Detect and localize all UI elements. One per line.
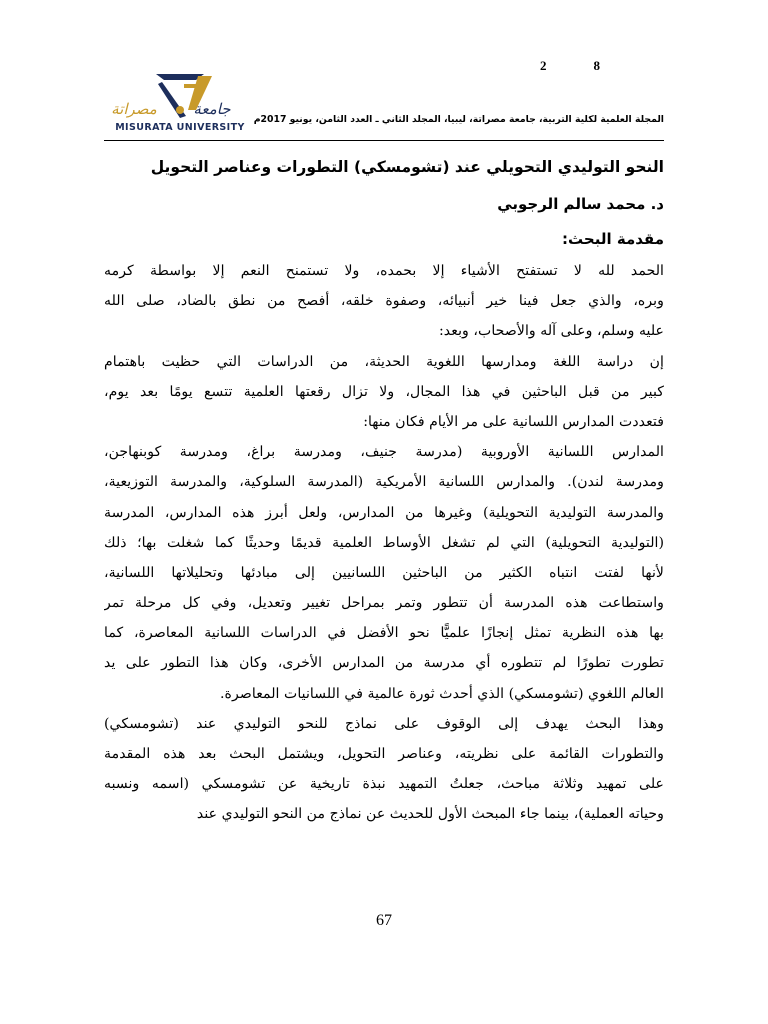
section-heading: مقدمة البحث: bbox=[562, 230, 664, 248]
issue-number bbox=[540, 58, 600, 76]
text-line: وهذا البحث يهدف إلى الوقوف على نماذج للنحو التوليدي عند (تشومسكي) bbox=[104, 715, 664, 732]
journal-header: المجلة العلمية لكلية التربية، جامعة مصراتة، ليبيا، المجلد الثاني ـ العدد الثامن، يونيو 2017م bbox=[253, 114, 664, 125]
text-line: وحياته العملية)، بينما جاء المبحث الأول للحديث عن نماذج من النحو التوليدي عند bbox=[196, 806, 664, 823]
text-line: والمدرسة التوليدية التحويلية) وغيرها من المدارس، ولعل أبرز هذه المدارس، المدرسة bbox=[104, 504, 664, 521]
text-line: إن دراسة اللغة ومدارسها اللغوية الحديثة، من الدراسات التي حظيت باهتمام bbox=[104, 353, 664, 370]
svg-text:MISURATA UNIVERSITY: MISURATA UNIVERSITY bbox=[115, 122, 245, 133]
paragraph bbox=[104, 347, 664, 438]
body-text bbox=[104, 256, 664, 830]
text-line: عليه وسلم، وعلى آله والأصحاب، وبعد: bbox=[439, 323, 664, 340]
text-line: واستطاعت هذه المدرسة أن تتطور وتمر بمراحل تغيير وتعديل، وفي كل مرحلة تمر bbox=[104, 595, 664, 612]
text-line: على تمهيد وثلاثة مباحث، جعلتُ التمهيد نبذة تاريخية عن تشومسكي (اسمه ونسبه bbox=[104, 776, 664, 793]
header-divider bbox=[104, 140, 664, 141]
text-line: الحمد لله لا تستفتح الأشياء إلا بحمده، ولا تستمنح النعم إلا بواسطة كرمه bbox=[104, 263, 664, 279]
svg-text:مصراتة: مصراتة bbox=[111, 100, 157, 118]
text-line: (التوليدية التحويلية) التي لم تشغل الأوساط العلمية قديمًا وحديثًا كما شغلت بها؛ ذلك bbox=[104, 534, 664, 551]
text-line: والتطورات القائمة على نظريته، وعناصر التحويل، ويشتمل البحث بعد هذه المقدمة bbox=[104, 746, 664, 762]
university-logo bbox=[100, 70, 260, 136]
text-line: العالم اللغوي (تشومسكي) الذي أحدث ثورة عالمية في اللسانيات المعاصرة. bbox=[220, 685, 664, 702]
text-line: المدارس اللسانية الأوروبية (مدرسة جنيف، ومدرسة براغ، ومدرسة كوبنهاجن، bbox=[104, 444, 664, 461]
text-line: لأنها لفتت انتباه الكثير من الباحثين اللسانيين إلى مبادئها وتحليلاتها اللسانية، bbox=[104, 564, 664, 581]
text-line: بها هذه النظرية تمثل إنجازًا علميًّا نحو الأفضل في الدراسات اللسانية المعاصرة، كما bbox=[104, 625, 664, 642]
page-number: 67 bbox=[376, 912, 392, 929]
text-line: فتعددت المدارس اللسانية على مر الأيام فكان منها: bbox=[363, 413, 664, 430]
article-title: النحو التوليدي التحويلي عند (تشومسكي) التطورات وعناصر التحويل bbox=[150, 158, 664, 176]
text-line: كبير من قبل الباحثين في هذا المجال، ولا تزال رقعتها العلمية تتسع يومًا بعد يوم، bbox=[104, 383, 664, 400]
paragraph bbox=[104, 709, 664, 830]
author-name: د. محمد سالم الرجوبي bbox=[497, 195, 664, 213]
issue-digit: 2 bbox=[540, 58, 547, 73]
text-line: تطورت تطورًا لم تتطوره أي مدرسة من المدارس الأخرى، وكان هذا التطور على يد bbox=[104, 655, 664, 672]
issue-digit: 8 bbox=[593, 58, 600, 73]
svg-text:جامعة: جامعة bbox=[193, 100, 231, 118]
paragraph bbox=[104, 437, 664, 709]
paragraph bbox=[104, 256, 664, 347]
text-line: ومدرسة لندن). والمدارس اللسانية الأمريكية (المدرسة السلوكية، والمدرسة التوزيعية، bbox=[104, 474, 664, 491]
text-line: وبره، والذي جعل فينا خير أنبيائه، وصفوة خلقه، أفصح من نطق بالضاد، صلى الله bbox=[104, 293, 664, 310]
